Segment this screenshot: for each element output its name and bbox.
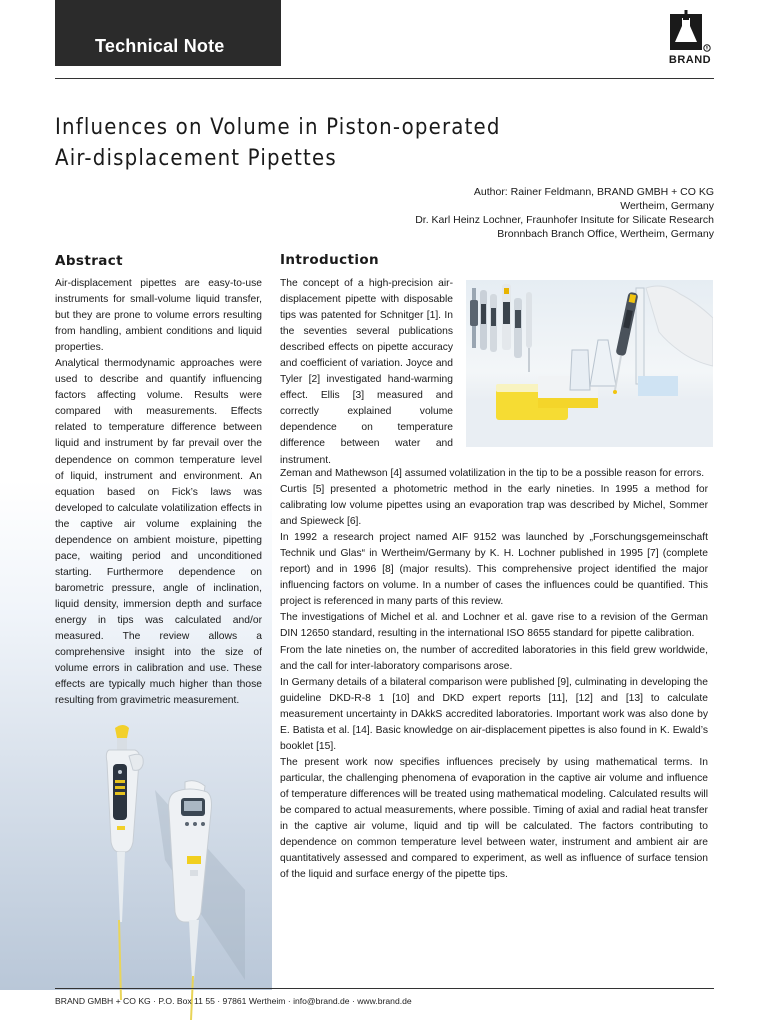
abstract-paragraph: Analytical thermodynamic approaches were used to describe and quantify influencing factors affecting volume. Results were compared with measurements. Effects related to temperature difference between liquid and instrument by far prevail over the dependence on common temperature level of liquid, instrument and environment. An equation based on Fick’s laws was developed to calculate volatilization effects in the captive air volume explaining the dependence on ambient moisture, pipetting pace, waiting period and unconditioned starting. Furthermore dependence on barometric pressure, angle of inclination, liquid density, immersion depth and surface energy in tips was calculated and/or measured. The review allows a comprehensive insight into the size of volume errors in calibration and use. These effects are typically much higher than those resulting from gravimetric measurement. bbox=[55, 358, 262, 707]
title-line: Air-displacement Pipettes bbox=[55, 146, 337, 171]
author-line: Author: Rainer Feldmann, BRAND GMBH + CO KG bbox=[473, 186, 714, 198]
footer-contact: BRAND GMBH + CO KG · P.O. Box 11 55 · 97861 Wertheim · info@brand.de · www.brand.de bbox=[55, 996, 412, 1006]
introduction-narrow-text bbox=[280, 276, 453, 469]
author-block bbox=[415, 185, 714, 241]
brand-logo bbox=[666, 8, 718, 68]
introduction-paragraph: Zeman and Mathewson [4] assumed volatilization in the tip to be a possible reason for errors. bbox=[280, 468, 705, 479]
author-line: Bronnbach Branch Office, Wertheim, Germany bbox=[497, 228, 714, 240]
introduction-wide-text bbox=[280, 466, 708, 883]
brand-logo-text: BRAND bbox=[668, 54, 712, 66]
top-divider bbox=[55, 78, 714, 79]
introduction-paragraph: The investigations of Michel et al. and Lochner et al. gave rise to a revision of the German DIN 12650 standard, resulting in the international ISO 8655 standard for pipette calibration. bbox=[280, 612, 708, 640]
pipette-lab-photo bbox=[466, 280, 713, 447]
mechanical-pipette-icon bbox=[106, 725, 143, 1000]
introduction-heading: Introduction bbox=[280, 252, 380, 268]
introduction-paragraph: Curtis [5] presented a photometric method in the early nineties. In 1995 a method for calibrating low volume pipettes using an evaporation trap was described by Michel, Sommer and Spieweck [6]. bbox=[280, 484, 708, 528]
technical-note-banner bbox=[55, 0, 281, 66]
abstract-heading: Abstract bbox=[55, 253, 124, 269]
introduction-paragraph: The concept of a high-precision air-displacement pipette with disposable tips was patented for Schnitger [1]. In the seventies several publications described effects on pipette accuracy and coefficient of variation. Joyce and Tyler [2] investigated hand-warming effect. Ellis [3] measured and correctly explained volume dependence on temperature difference between water and instrument. bbox=[280, 278, 453, 466]
abstract-text bbox=[55, 276, 262, 709]
pipettes-illustration bbox=[95, 720, 245, 1020]
bottom-divider bbox=[55, 988, 714, 989]
author-line: Wertheim, Germany bbox=[620, 200, 714, 212]
abstract-paragraph: Air-displacement pipettes are easy-to-use instruments for small-volume liquid transfer, but they are prone to volume errors resulting from handling, ambient conditions and liquid properties. bbox=[55, 278, 262, 354]
document-title bbox=[55, 112, 595, 174]
introduction-paragraph: The present work now specifies influences precisely by using mathematical terms. In particular, the challenging phenomena of evaporation in the captive air volume and influence of temperature differences will be treated using mathematical modeling. Calculated results will be compared to actual measurements, where possible. Timing of axial and radial heat transfer in the captive air volume, liquid and tip will be calculated. The factors contributing to dependence on common temperature level between water, instrument and ambient air are quantitatively assessed and compared to experiment, as well as influence of surface tension of the liquid and surface energy of the pipette tips. bbox=[280, 756, 708, 881]
flask-logo-icon bbox=[666, 8, 714, 54]
introduction-paragraph: In 1992 a research project named AIF 9152 was launched by „Forschungsgemeinschaft Technik und Glas“ in Wertheim/Germany by K. H. Lochner published in 1995 [7] (complete report) and in 1996 [8] (major results). This comprehensive project identified the major influencing factors on volume. In a number of cases the influences could be quantified. This project is referenced in many parts of this review. bbox=[280, 532, 708, 608]
svg-text:R: R bbox=[705, 45, 709, 51]
author-line: Dr. Karl Heinz Lochner, Fraunhofer Insitute for Silicate Research bbox=[415, 214, 714, 226]
introduction-paragraph: In Germany details of a bilateral comparison were published [9], culminating in developing the guideline DKD-R-8 1 [10] and DKD expert reports [11], [12] and [13] to calculate measurement uncertainty in DAkkS accredited laboratories. Important work was also done by E. Batista et al. [14]. Basic knowledge on air-displacement pipettes is also found in K. Ewald’s booklet [15]. bbox=[280, 676, 708, 752]
lab-photo-image bbox=[466, 280, 713, 447]
introduction-paragraph: From the late nineties on, the number of accredited laboratories in this field grew worldwide, and the call for inter-laboratory comparisons arose. bbox=[280, 644, 708, 672]
title-line: Influences on Volume in Piston-operated bbox=[55, 115, 501, 140]
technical-note-label: Technical Note bbox=[95, 36, 225, 56]
